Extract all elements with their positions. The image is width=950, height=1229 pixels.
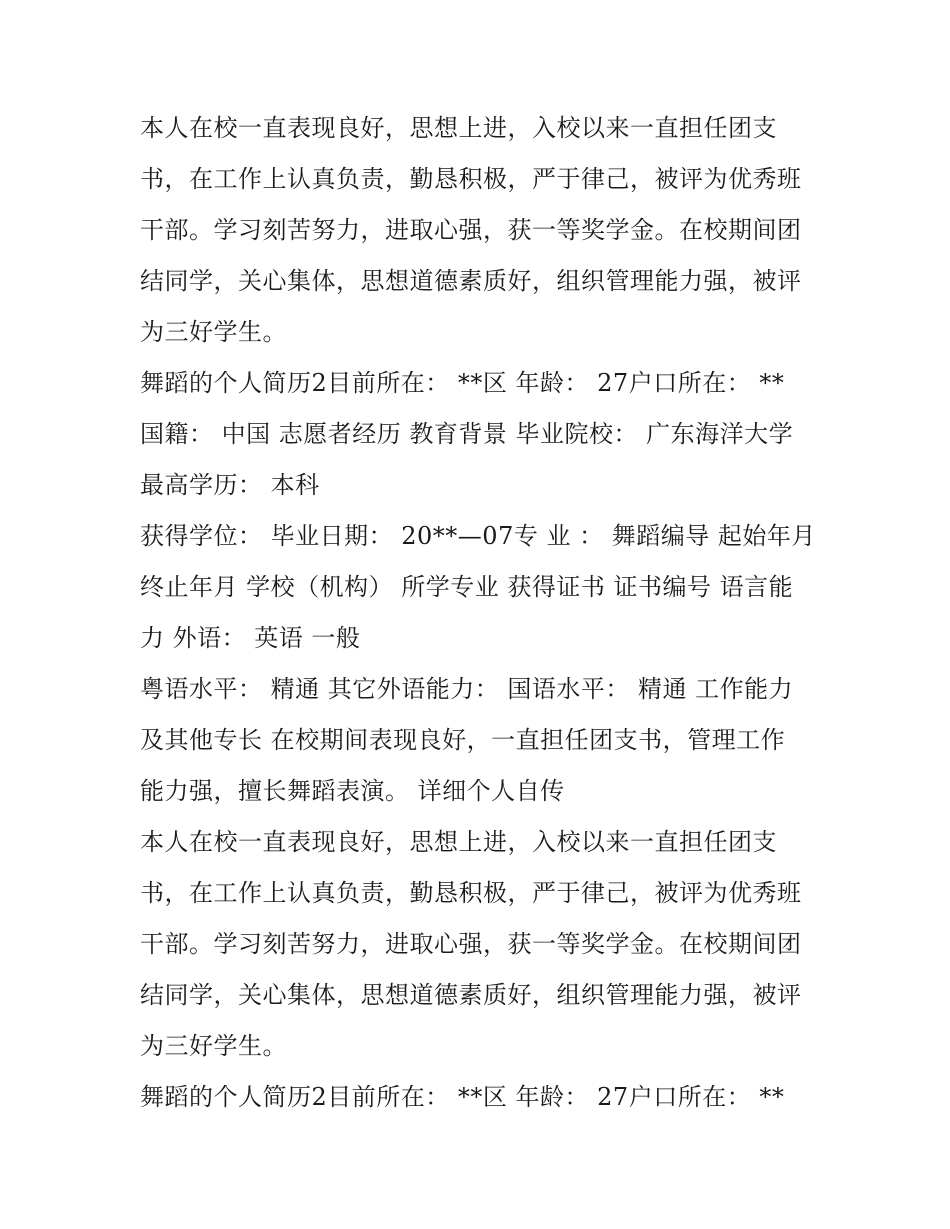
text-line: 舞蹈的个人简历2目前所在： **区 年龄： 27户口所在： ** bbox=[140, 1083, 785, 1111]
text-line: 舞蹈的个人简历2目前所在： **区 年龄： 27户口所在： ** bbox=[140, 369, 785, 397]
text-line: 干部。学习刻苦努力，进取心强，获一等奖学金。在校期间团 bbox=[140, 930, 802, 958]
text-line: 结同学，关心集体，思想道德素质好，组织管理能力强，被评 bbox=[140, 267, 802, 295]
document-body bbox=[140, 103, 830, 1123]
text-line: 本人在校一直表现良好，思想上进，入校以来一直担任团支 bbox=[140, 114, 777, 142]
text-line: 国籍： 中国 志愿者经历 教育背景 毕业院校： 广东海洋大学 bbox=[140, 420, 794, 448]
text-line: 结同学，关心集体，思想道德素质好，组织管理能力强，被评 bbox=[140, 981, 802, 1009]
text-line: 最高学历： 本科 bbox=[140, 471, 320, 499]
text-line: 本人在校一直表现良好，思想上进，入校以来一直担任团支 bbox=[140, 828, 777, 856]
text-line: 书，在工作上认真负责，勤恳积极，严于律己，被评为优秀班 bbox=[140, 165, 802, 193]
text-line: 能力强，擅长舞蹈表演。 详细个人自传 bbox=[140, 777, 565, 805]
text-line: 及其他专长 在校期间表现良好，一直担任团支书，管理工作 bbox=[140, 726, 786, 754]
text-line: 为三好学生。 bbox=[140, 318, 287, 346]
text-line: 终止年月 学校（机构） 所学专业 获得证书 证书编号 语言能 bbox=[140, 573, 794, 601]
text-line: 书，在工作上认真负责，勤恳积极，严于律己，被评为优秀班 bbox=[140, 879, 802, 907]
text-line: 获得学位： 毕业日期： 20**—07专 业 ： 舞蹈编导 起始年月 bbox=[140, 522, 816, 550]
text-line: 干部。学习刻苦努力，进取心强，获一等奖学金。在校期间团 bbox=[140, 216, 802, 244]
text-line: 粤语水平： 精通 其它外语能力： 国语水平： 精通 工作能力 bbox=[140, 675, 794, 703]
text-line: 力 外语： 英语 一般 bbox=[140, 624, 361, 652]
text-line: 为三好学生。 bbox=[140, 1032, 287, 1060]
